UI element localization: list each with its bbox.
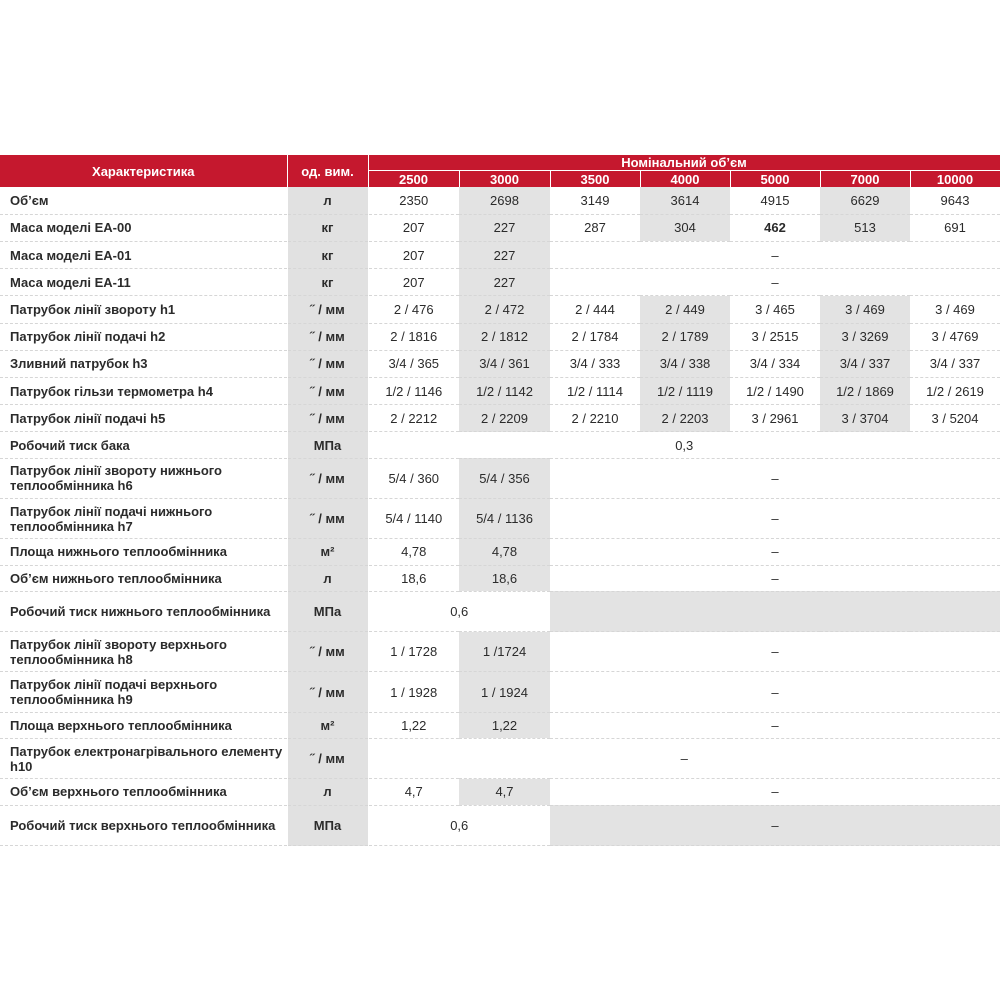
cell: 3 / 469 [820, 296, 910, 323]
cell: 304 [640, 214, 730, 241]
cell: 1,22 [368, 712, 459, 738]
table-row [0, 738, 1000, 778]
cell: 2 / 2212 [368, 405, 459, 432]
cell-dash: – [550, 539, 1000, 565]
cell: 513 [820, 214, 910, 241]
row-unit: кг [287, 214, 368, 241]
row-unit: кг [287, 241, 368, 268]
table-row [0, 458, 1000, 498]
header-volume: 4000 [640, 171, 730, 188]
cell: 3 / 3704 [820, 405, 910, 432]
header-characteristic: Характеристика [0, 155, 287, 187]
row-name: Площа верхнього теплообмінника [10, 717, 232, 733]
row-name: Патрубок лінії подачі h2 [10, 329, 166, 345]
cell: 2 / 1789 [640, 323, 730, 350]
cell: 3/4 / 365 [368, 350, 459, 377]
cell: 1/2 / 2619 [910, 378, 1000, 405]
table-row [0, 214, 1000, 241]
header-volume: 5000 [730, 171, 820, 188]
spec-table [0, 155, 1000, 846]
cell-merged: 0,3 [368, 432, 1000, 458]
cell: 227 [459, 269, 550, 296]
table-row [0, 591, 1000, 631]
cell-merged: 0,6 [368, 805, 550, 845]
row-unit: ˝ / мм [287, 296, 368, 323]
cell: 1 / 1928 [368, 672, 459, 712]
cell: 3/4 / 361 [459, 350, 550, 377]
table-row [0, 672, 1000, 712]
row-unit: л [287, 779, 368, 805]
cell: 3 / 465 [730, 296, 820, 323]
cell-dash: – [550, 632, 1000, 672]
cell: 5/4 / 1136 [459, 499, 550, 539]
row-unit: МПа [287, 591, 368, 631]
cell-dash: – [550, 805, 1000, 845]
row-name: Об’єм [10, 192, 49, 208]
table-row [0, 350, 1000, 377]
header-unit: од. вим. [287, 155, 368, 187]
cell: 4,78 [368, 539, 459, 565]
cell: 227 [459, 241, 550, 268]
cell: 1/2 / 1146 [368, 378, 459, 405]
row-unit: кг [287, 269, 368, 296]
cell-dash: – [550, 712, 1000, 738]
cell-merged: 0,6 [368, 591, 550, 631]
table-row [0, 241, 1000, 268]
cell: 3/4 / 337 [820, 350, 910, 377]
row-unit: л [287, 187, 368, 214]
cell: 287 [550, 214, 640, 241]
header-volume: 7000 [820, 171, 910, 188]
header-nominal-volume: Номінальний об’єм [368, 155, 1000, 171]
row-name: Патрубок лінії звороту h1 [10, 301, 176, 317]
row-name: Патрубок лінії подачі нижнього теплообмінника h7 [10, 503, 213, 534]
cell: 2 / 472 [459, 296, 550, 323]
cell: 3 / 5204 [910, 405, 1000, 432]
row-unit: ˝ / мм [287, 499, 368, 539]
header-volume: 3500 [550, 171, 640, 188]
header-row [0, 155, 1000, 171]
cell: 2698 [459, 187, 550, 214]
cell: 2 / 444 [550, 296, 640, 323]
table-row [0, 269, 1000, 296]
cell: 1/2 / 1869 [820, 378, 910, 405]
row-name: Маса моделі ЕА-11 [10, 274, 131, 290]
cell: 4915 [730, 187, 820, 214]
cell: 2 / 1784 [550, 323, 640, 350]
cell: 1/2 / 1142 [459, 378, 550, 405]
row-unit: ˝ / мм [287, 672, 368, 712]
cell: 3149 [550, 187, 640, 214]
table-row [0, 378, 1000, 405]
table-row [0, 632, 1000, 672]
row-name: Робочий тиск верхнього теплообмінника [10, 817, 276, 833]
cell-empty [550, 591, 1000, 631]
table-row [0, 805, 1000, 845]
cell: 18,6 [459, 565, 550, 591]
cell: 207 [368, 214, 459, 241]
header-volume: 2500 [368, 171, 459, 188]
row-name: Патрубок лінії подачі верхнього теплообмінника h9 [10, 677, 218, 708]
cell: 3 / 2961 [730, 405, 820, 432]
row-unit: ˝ / мм [287, 350, 368, 377]
cell: 1/2 / 1114 [550, 378, 640, 405]
row-unit: м² [287, 539, 368, 565]
cell: 3614 [640, 187, 730, 214]
cell: 1 / 1728 [368, 632, 459, 672]
cell: 1,22 [459, 712, 550, 738]
cell: 3/4 / 338 [640, 350, 730, 377]
cell: 1/2 / 1119 [640, 378, 730, 405]
cell-dash: – [550, 241, 1000, 268]
table-row [0, 712, 1000, 738]
cell: 2 / 2209 [459, 405, 550, 432]
cell: 2350 [368, 187, 459, 214]
cell: 207 [368, 241, 459, 268]
cell: 5/4 / 360 [368, 458, 459, 498]
row-unit: ˝ / мм [287, 323, 368, 350]
cell: 3 / 4769 [910, 323, 1000, 350]
table-row [0, 499, 1000, 539]
cell-dash: – [550, 672, 1000, 712]
cell: 2 / 2203 [640, 405, 730, 432]
cell: 2 / 476 [368, 296, 459, 323]
row-name: Робочий тиск бака [10, 437, 130, 453]
row-unit: ˝ / мм [287, 632, 368, 672]
row-name: Зливний патрубок h3 [10, 356, 148, 372]
cell: 9643 [910, 187, 1000, 214]
cell: 1 /1724 [459, 632, 550, 672]
cell: 691 [910, 214, 1000, 241]
cell: 1/2 / 1490 [730, 378, 820, 405]
row-name: Маса моделі ЕА-00 [10, 220, 132, 236]
cell: 2 / 1816 [368, 323, 459, 350]
cell: 2 / 449 [640, 296, 730, 323]
cell: 3 / 3269 [820, 323, 910, 350]
table-row [0, 779, 1000, 805]
cell-dash: – [550, 565, 1000, 591]
row-name: Робочий тиск нижнього теплообмінника [10, 603, 271, 619]
cell: 3/4 / 334 [730, 350, 820, 377]
cell: 207 [368, 269, 459, 296]
cell: 2 / 2210 [550, 405, 640, 432]
row-name: Патрубок електронагрівального елементу h10 [10, 743, 283, 774]
row-unit: МПа [287, 432, 368, 458]
cell: 3 / 2515 [730, 323, 820, 350]
row-name: Патрубок лінії подачі h5 [10, 410, 166, 426]
row-unit: МПа [287, 805, 368, 845]
cell: 462 [730, 214, 820, 241]
table-row [0, 296, 1000, 323]
cell: 4,7 [368, 779, 459, 805]
table-row [0, 405, 1000, 432]
row-name: Об’єм нижнього теплообмінника [10, 570, 222, 586]
cell-dash: – [550, 269, 1000, 296]
table-row [0, 539, 1000, 565]
header-volume: 3000 [459, 171, 550, 188]
cell: 2 / 1812 [459, 323, 550, 350]
cell: 3 / 469 [910, 296, 1000, 323]
row-unit: л [287, 565, 368, 591]
row-unit: ˝ / мм [287, 458, 368, 498]
cell: 6629 [820, 187, 910, 214]
cell: 5/4 / 356 [459, 458, 550, 498]
cell: 3/4 / 337 [910, 350, 1000, 377]
cell: 227 [459, 214, 550, 241]
row-unit: ˝ / мм [287, 378, 368, 405]
row-unit: ˝ / мм [287, 738, 368, 778]
header-volume: 10000 [910, 171, 1000, 188]
cell-dash: – [550, 458, 1000, 498]
cell: 1 / 1924 [459, 672, 550, 712]
row-name: Об’єм верхнього теплообмінника [10, 784, 227, 800]
row-unit: м² [287, 712, 368, 738]
cell: 3/4 / 333 [550, 350, 640, 377]
cell-dash: – [368, 738, 1000, 778]
cell-dash: – [550, 499, 1000, 539]
cell: 4,78 [459, 539, 550, 565]
cell-dash: – [550, 779, 1000, 805]
row-name: Патрубок гільзи термометра h4 [10, 383, 213, 399]
table-row [0, 432, 1000, 458]
table-row [0, 565, 1000, 591]
cell: 5/4 / 1140 [368, 499, 459, 539]
table-row [0, 323, 1000, 350]
row-name: Маса моделі ЕА-01 [10, 247, 132, 263]
cell: 4,7 [459, 779, 550, 805]
cell: 18,6 [368, 565, 459, 591]
table-row [0, 187, 1000, 214]
row-name: Патрубок лінії звороту нижнього теплообмінника h6 [10, 463, 222, 494]
row-name: Патрубок лінії звороту верхнього теплообмінника h8 [10, 636, 227, 667]
row-unit: ˝ / мм [287, 405, 368, 432]
row-name: Площа нижнього теплообмінника [10, 544, 227, 560]
